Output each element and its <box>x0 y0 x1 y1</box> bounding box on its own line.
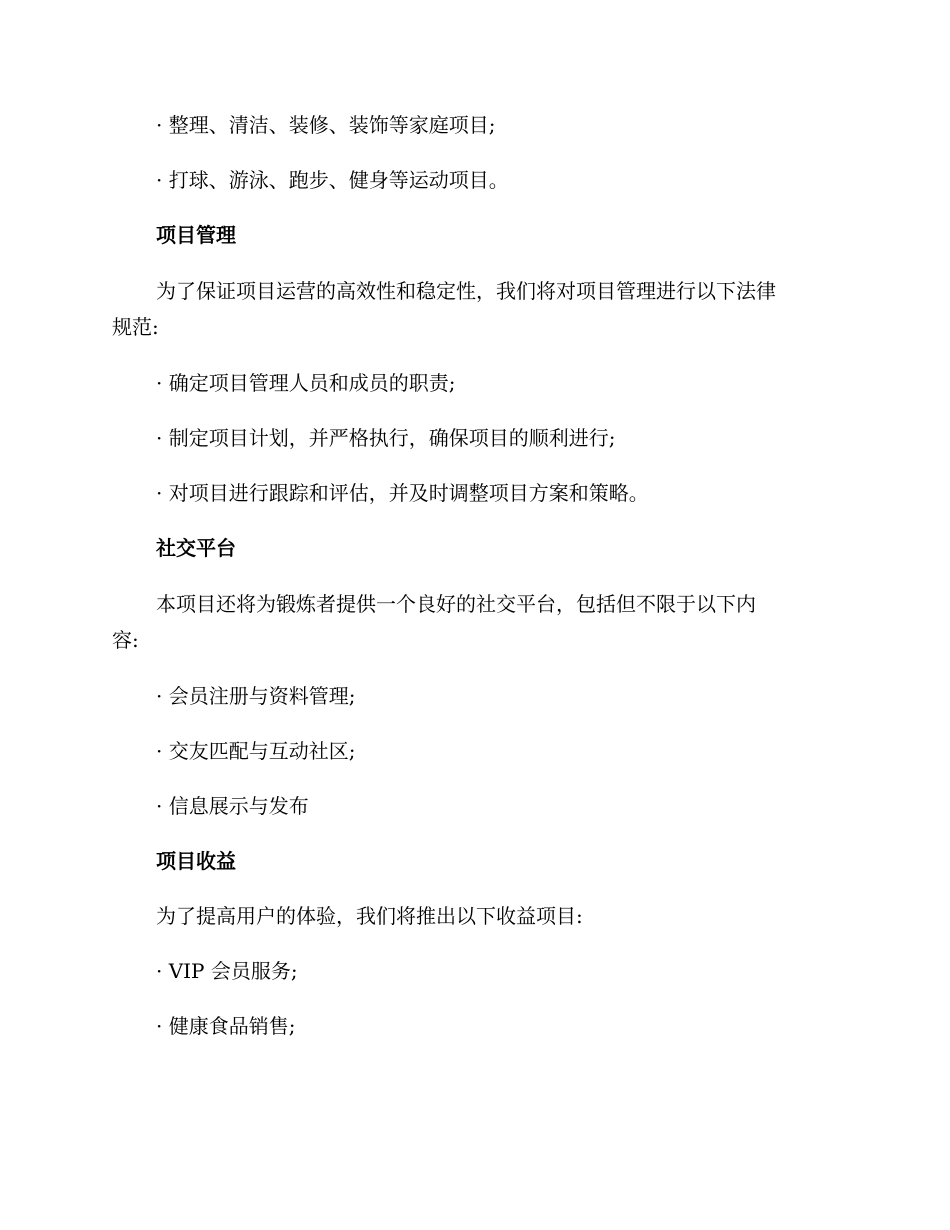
list-item-home-projects: · 整理、清洁、装修、装饰等家庭项目; <box>156 113 496 137</box>
list-item-info-publishing: · 信息展示与发布 <box>156 794 309 818</box>
list-item-project-plan: · 制定项目计划，并严格执行，确保项目的顺利进行; <box>156 426 616 450</box>
list-item-vip-service: · VIP 会员服务; <box>156 959 298 983</box>
paragraph-line: 规范: <box>112 315 159 339</box>
list-item-health-food: · 健康食品销售; <box>156 1014 296 1038</box>
paragraph-line: 本项目还将为锻炼者提供一个良好的社交平台，包括但不限于以下内 <box>156 592 756 616</box>
list-item-tracking: · 对项目进行跟踪和评估，并及时调整项目方案和策略。 <box>156 481 649 505</box>
section-heading-project-management: 项目管理 <box>156 223 236 247</box>
list-item-responsibilities: · 确定项目管理人员和成员的职责; <box>156 371 456 395</box>
list-item-member-registration: · 会员注册与资料管理; <box>156 684 356 708</box>
paragraph-social-platform <box>112 586 832 658</box>
paragraph-line: 容: <box>112 628 139 652</box>
paragraph-line: 为了保证项目运营的高效性和稳定性，我们将对项目管理进行以下法律 <box>156 279 776 303</box>
list-item-sports-projects: · 打球、游泳、跑步、健身等运动项目。 <box>156 168 509 192</box>
section-heading-project-revenue: 项目收益 <box>156 849 236 873</box>
list-item-friend-matching: · 交友匹配与互动社区; <box>156 739 356 763</box>
paragraph-project-revenue: 为了提高用户的体验，我们将推出以下收益项目: <box>156 904 583 928</box>
paragraph-project-management <box>112 273 832 345</box>
section-heading-social-platform: 社交平台 <box>156 536 236 560</box>
document-body <box>112 108 832 1064</box>
